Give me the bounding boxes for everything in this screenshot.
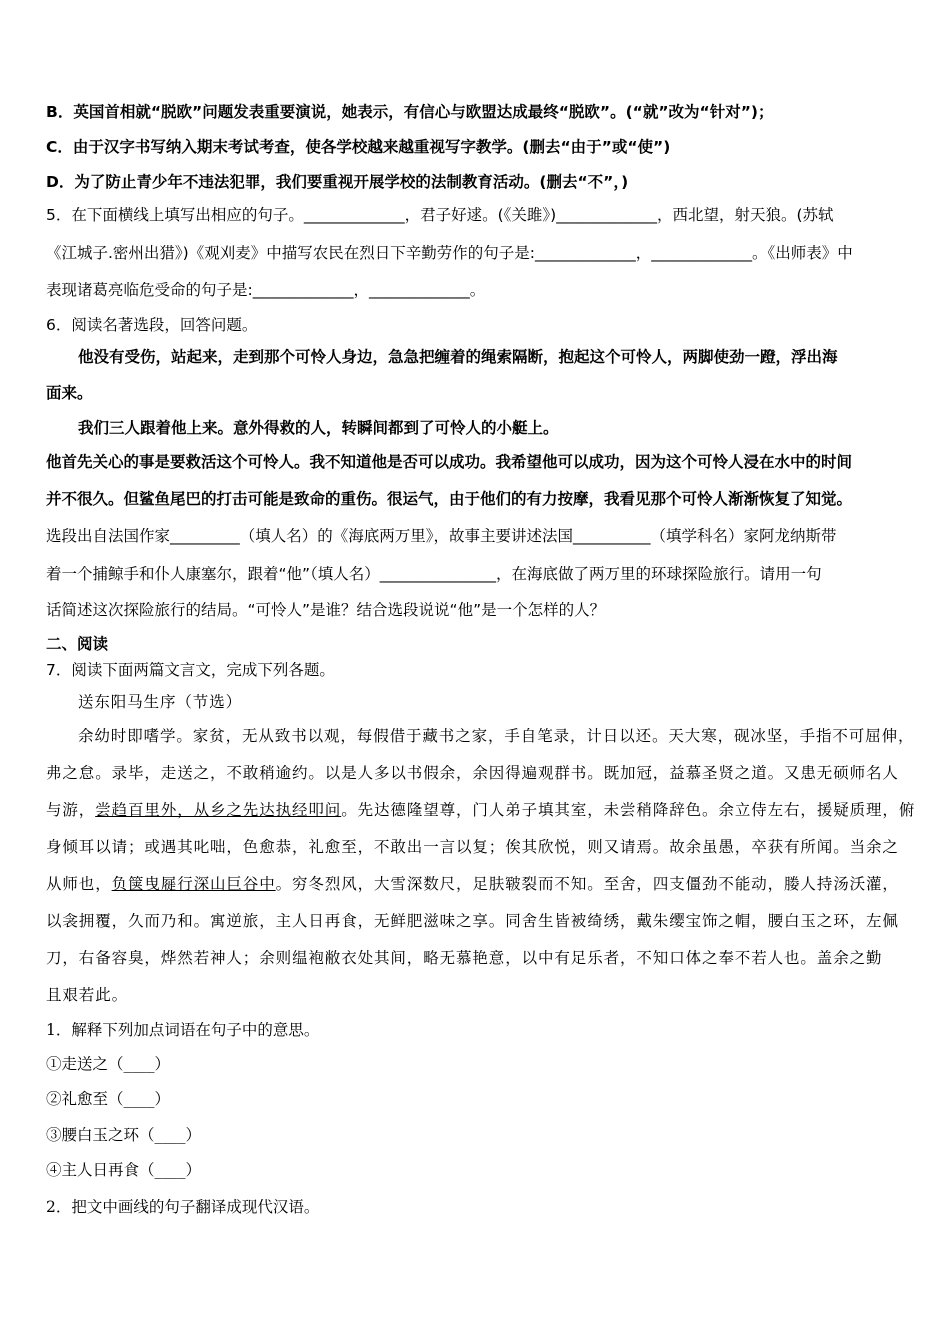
passage-line-8: 且艰若此。 (46, 986, 129, 1004)
underlined-sentence-1: 尝趋百里外，从乡之先达执经叩问 (95, 801, 342, 819)
subquestion-1: 1．解释下列加点词语在句子中的意思。 (46, 1021, 320, 1039)
passage-line-5-end: 。穷冬烈风，大雪深数尺，足肤皲裂而不知。至舍，四支僵劲不能动，媵人持汤沃灌， (275, 875, 899, 893)
option-b-text: 英国首相就“脱欧”问题发表重要演说，她表示，有信心与欧盟达成最终“脱欧”。(“就”改为“针对”)； (73, 103, 774, 121)
passage-line-3-end: 。先达德隆望尊，门人弟子填其室，未尝稍降辞色。余立侍左右，援疑质理，俯 (341, 801, 916, 819)
subquestion-1-item-4: ④主人日再食（____） (46, 1161, 202, 1179)
option-d-label: D． (46, 173, 75, 191)
option-d-text: 为了防止青少年不违法犯罪，我们要重视开展学校的法制教育活动。(删去“不”，) (74, 173, 629, 191)
option-b (46, 102, 920, 122)
passage-line-3 (46, 800, 920, 820)
q6-question-line-3: 话简述这次探险旅行的结局。“可怜人”是谁？结合选段说说“他”是一个怎样的人？ (46, 601, 606, 619)
subquestion-1-item-1: ①走送之（____） (46, 1055, 171, 1073)
subquestion-1-item-3: ③腰白玉之环（____） (46, 1126, 202, 1144)
option-c (46, 137, 920, 157)
underlined-sentence-2: 负箧曳屣行深山巨谷中 (111, 875, 276, 893)
q6-passage-p2: 我们三人跟着他上来。意外得救的人，转瞬间都到了可怜人的小艇上。 (78, 418, 559, 437)
q6-passage-p1-line-2: 面来。 (46, 383, 93, 402)
passage-line-3-start: 与游， (46, 801, 96, 819)
question-6-title: 6．阅读名著选段，回答问题。 (46, 316, 258, 334)
q6-passage-p3-line-2: 并不很久。但鲨鱼尾巴的打击可能是致命的重伤。很运气，由于他们的有力按摩，我看见那个可怜人渐渐恢复了知觉。 (46, 489, 853, 508)
passage-line-7: 刀，右备容臭，烨然若神人；余则缊袍敝衣处其间，略无慕艳意，以中有足乐者，不知口体之奉不若人也。盖余之勤 (46, 949, 883, 967)
option-c-label: C． (46, 138, 73, 156)
question-5-line-1: 5．在下面横线上填写出相应的句子。_____________，君子好逑。(《关雎》)_____________，西北望，射天狼。(苏轼 (46, 206, 834, 224)
passage-title: 送东阳马生序（节选） (78, 693, 243, 711)
q6-passage-p1-line-1: 他没有受伤，站起来，走到那个可怜人身边，急急把缠着的绳索隔断，抱起这个可怜人，两脚使劲一蹬，浮出海 (78, 347, 838, 366)
question-5-line-2: 《江城子.密州出猎》)《观刈麦》中描写农民在烈日下辛勤劳作的句子是:_____________，_____________。《出师表》中 (46, 244, 853, 262)
section-heading-reading: 二、阅读 (46, 635, 109, 653)
passage-line-5-start: 从师也， (46, 875, 112, 893)
q6-question-line-1: 选段出自法国作家_________（填人名）的《海底两万里》，故事主要讲述法国__________（填学科名）家阿龙纳斯带 (46, 527, 837, 545)
passage-line-2: 弗之怠。录毕，走送之，不敢稍逾约。以是人多以书假余，余因得遍观群书。既加冠，益慕圣贤之道。又患无硕师名人 (46, 764, 899, 782)
passage-line-1: 余幼时即嗜学。家贫，无从致书以观，每假借于藏书之家，手自笔录，计日以还。天大寒，砚冰坚，手指不可屈伸， (78, 727, 915, 745)
passage-line-5 (46, 874, 920, 894)
passage-line-6: 以衾拥覆，久而乃和。寓逆旅，主人日再食，无鲜肥滋味之享。同舍生皆被绮绣，戴朱缨宝饰之帽，腰白玉之环，左佩 (46, 912, 899, 930)
q6-passage-p3-line-1: 他首先关心的事是要救活这个可怜人。我不知道他是否可以成功。我希望他可以成功，因为这个可怜人浸在水中的时间 (46, 452, 853, 471)
option-d (46, 172, 920, 192)
option-c-text: 由于汉字书写纳入期末考试考查，使各学校越来越重视写字教学。(删去“由于”或“使”) (72, 138, 671, 156)
question-7-title: 7．阅读下面两篇文言文，完成下列各题。 (46, 661, 335, 679)
option-b-label: B． (46, 103, 74, 121)
subquestion-2: 2．把文中画线的句子翻译成现代汉语。 (46, 1198, 320, 1216)
q6-question-line-2: 着一个捕鲸手和仆人康塞尔，跟着“他”（填人名）_______________，在海底做了两万里的环球探险旅行。请用一句 (46, 565, 822, 583)
question-5-line-3: 表现诸葛亮临危受命的句子是:_____________，_____________。 (46, 281, 486, 299)
subquestion-1-item-2: ②礼愈至（____） (46, 1090, 171, 1108)
passage-line-4: 身倾耳以请；或遇其叱咄，色愈恭，礼愈至，不敢出一言以复；俟其欣悦，则又请焉。故余虽愚，卒获有所闻。当余之 (46, 838, 899, 856)
